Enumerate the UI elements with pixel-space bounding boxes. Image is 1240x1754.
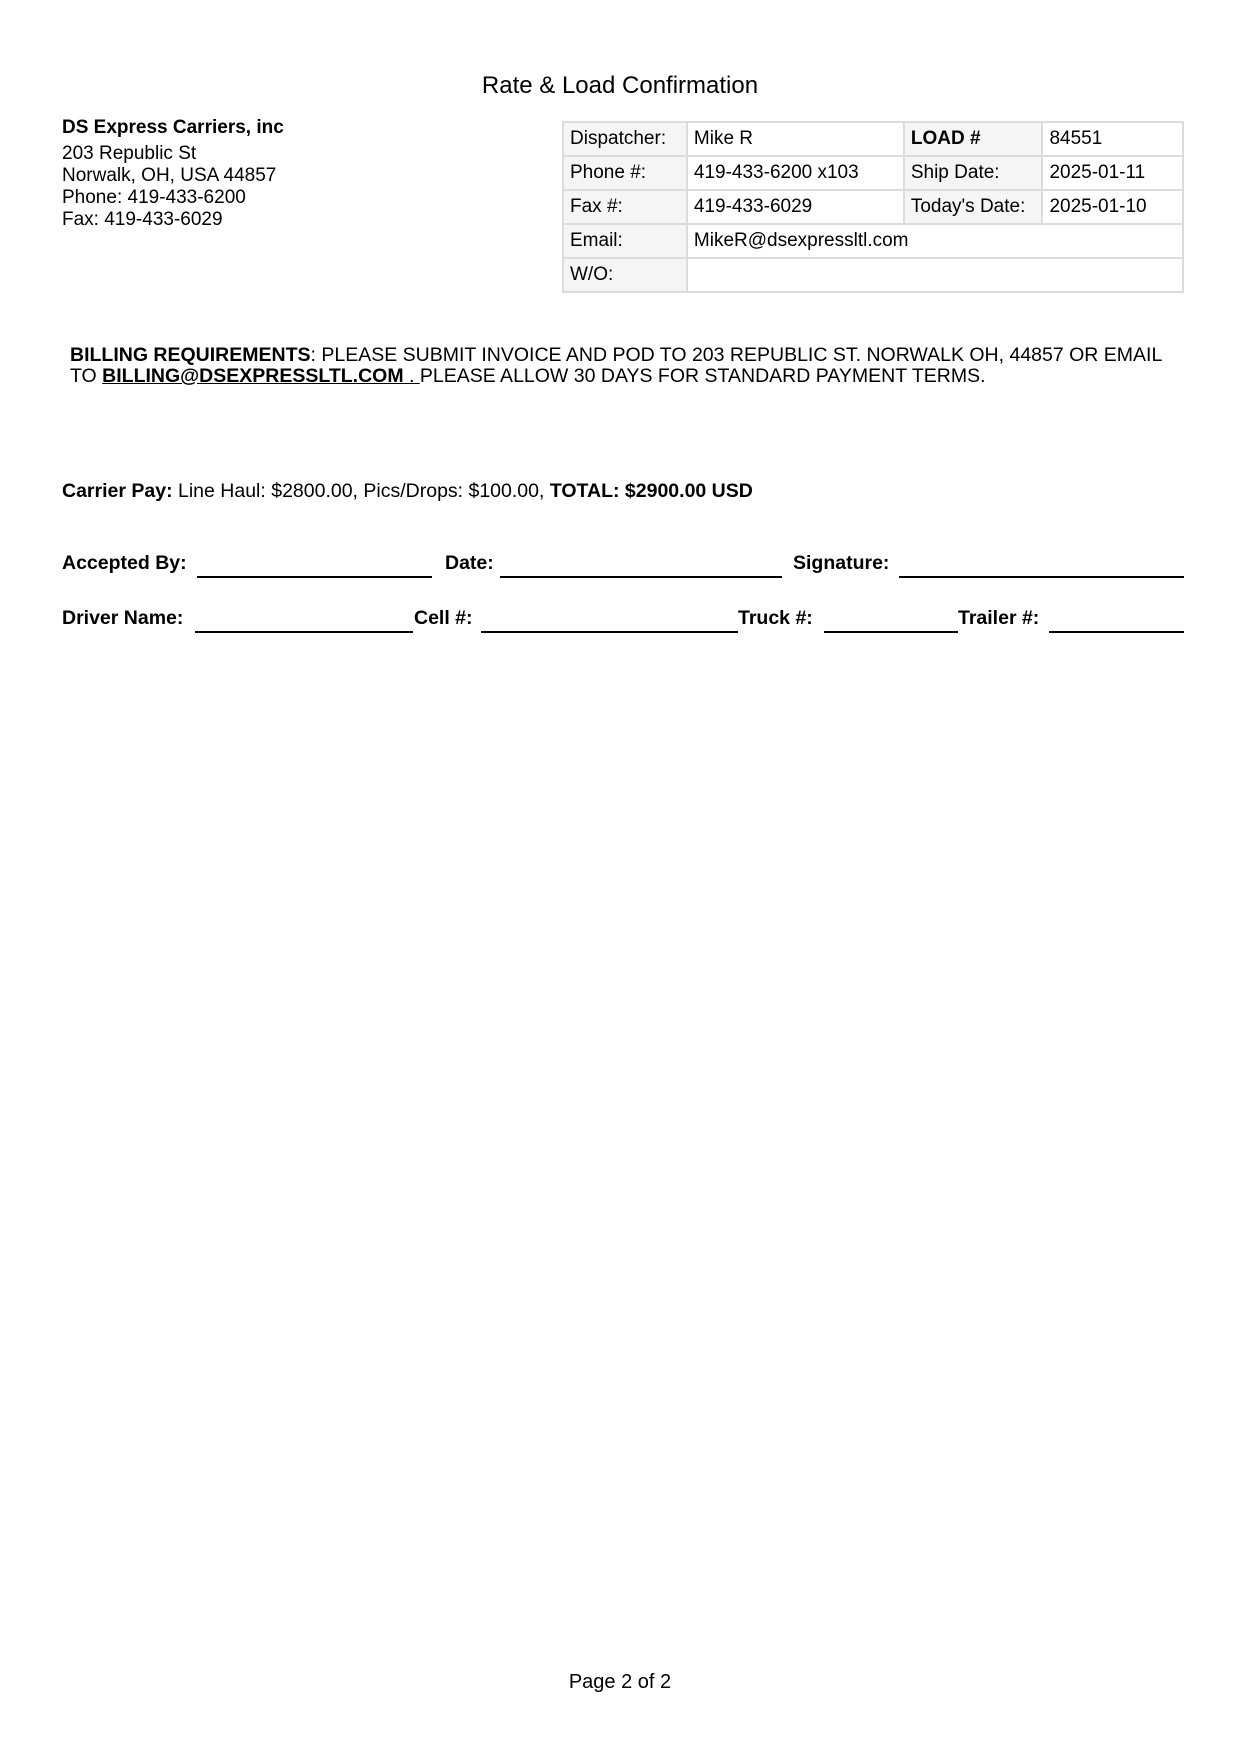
billing-email-dot: . bbox=[403, 365, 420, 387]
driver-name-label: Driver Name: bbox=[62, 607, 184, 629]
signature-label: Signature: bbox=[793, 552, 890, 574]
truck-label: Truck #: bbox=[738, 607, 813, 629]
carrier-pay-label: Carrier Pay: bbox=[62, 480, 173, 502]
wo-value bbox=[687, 258, 1183, 292]
company-fax: Fax: 419-433-6029 bbox=[62, 209, 223, 230]
carrier-pay-total: TOTAL: $2900.00 USD bbox=[549, 480, 753, 502]
table-row bbox=[563, 224, 1183, 258]
truck-line[interactable] bbox=[824, 631, 958, 633]
accepted-by-label: Accepted By: bbox=[62, 552, 187, 574]
phone-value: 419-433-6200 x103 bbox=[687, 156, 904, 190]
table-row bbox=[563, 190, 1183, 224]
fax-value: 419-433-6029 bbox=[687, 190, 904, 224]
carrier-pay bbox=[62, 480, 753, 503]
page-number: Page 2 of 2 bbox=[568, 1671, 672, 1693]
email-label: Email: bbox=[563, 224, 687, 258]
ship-date-value: 2025-01-11 bbox=[1042, 156, 1183, 190]
date-line[interactable] bbox=[500, 576, 782, 578]
dispatch-info-table bbox=[562, 121, 1184, 293]
signature-line[interactable] bbox=[899, 576, 1184, 578]
cell-line[interactable] bbox=[481, 631, 738, 633]
cell-label: Cell #: bbox=[414, 607, 473, 629]
load-number-label: LOAD # bbox=[904, 122, 1043, 156]
billing-requirements bbox=[70, 345, 1180, 387]
table-row bbox=[563, 122, 1183, 156]
company-address-line1: 203 Republic St bbox=[62, 143, 197, 164]
accepted-by-line[interactable] bbox=[197, 576, 432, 578]
billing-text-part1: : PLEASE SUBMIT INVOICE AND POD TO 203 REPUBLIC ST. NORWALK OH, 44857 OR EMAIL TO bbox=[70, 344, 1162, 387]
todays-date-label: Today's Date: bbox=[904, 190, 1043, 224]
billing-email-link[interactable]: BILLING@DSEXPRESSLTL.COM bbox=[102, 365, 404, 387]
todays-date-value: 2025-01-10 bbox=[1042, 190, 1183, 224]
billing-heading: BILLING REQUIREMENTS bbox=[70, 344, 311, 366]
email-value: MikeR@dsexpressltl.com bbox=[687, 224, 1183, 258]
company-address-line2: Norwalk, OH, USA 44857 bbox=[62, 165, 277, 186]
wo-label: W/O: bbox=[563, 258, 687, 292]
table-row bbox=[563, 258, 1183, 292]
company-phone: Phone: 419-433-6200 bbox=[62, 187, 246, 208]
dispatcher-label: Dispatcher: bbox=[563, 122, 687, 156]
table-row bbox=[563, 156, 1183, 190]
billing-text-part2: PLEASE ALLOW 30 DAYS FOR STANDARD PAYMENT TERMS. bbox=[419, 365, 986, 387]
driver-name-line[interactable] bbox=[195, 631, 413, 633]
ship-date-label: Ship Date: bbox=[904, 156, 1043, 190]
document-title: Rate & Load Confirmation bbox=[481, 72, 759, 99]
phone-label: Phone #: bbox=[563, 156, 687, 190]
fax-label: Fax #: bbox=[563, 190, 687, 224]
trailer-line[interactable] bbox=[1049, 631, 1184, 633]
company-block bbox=[62, 117, 284, 231]
dispatcher-value: Mike R bbox=[687, 122, 904, 156]
company-name: DS Express Carriers, inc bbox=[62, 117, 284, 138]
date-label: Date: bbox=[445, 552, 494, 574]
trailer-label: Trailer #: bbox=[958, 607, 1040, 629]
carrier-pay-details: Line Haul: $2800.00, Pics/Drops: $100.00, bbox=[172, 480, 550, 502]
load-number-value: 84551 bbox=[1042, 122, 1183, 156]
